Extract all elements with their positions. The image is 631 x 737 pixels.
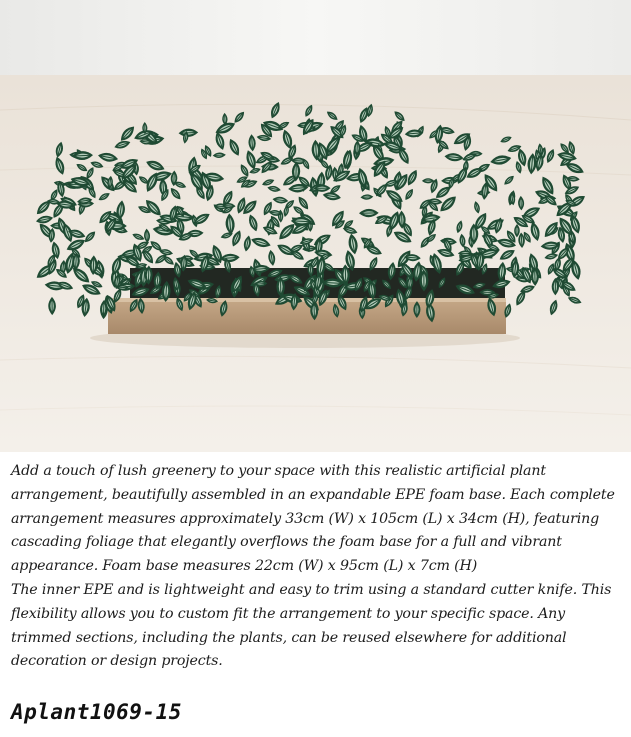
wall-background <box>0 0 631 80</box>
description-paragraph-2: The inner EPE and is lightweight and easy to trim using a standard cutter knife. This flexibility allows you to custom fit the arrangement to your specific space. Any trimmed sections, including the plants, can be reused elsewhere for additional decoration or design projects. <box>11 581 612 670</box>
description-paragraph-1: Add a touch of lush greenery to your space with this realistic artificial plant arrangement, beautifully assembled in an expandable EPE foam base. Each complete arrangement measures approximately 33cm (W) x 105cm (L) x 34cm (H), featuring cascading foliage that elegantly overflows the foam base for a full and vibrant appearance. Foam base measures 22cm (W) x 95cm (L) x 7cm (H) <box>11 463 615 575</box>
product-code: Aplant1069-15 <box>11 700 182 724</box>
product-description <box>11 460 623 674</box>
